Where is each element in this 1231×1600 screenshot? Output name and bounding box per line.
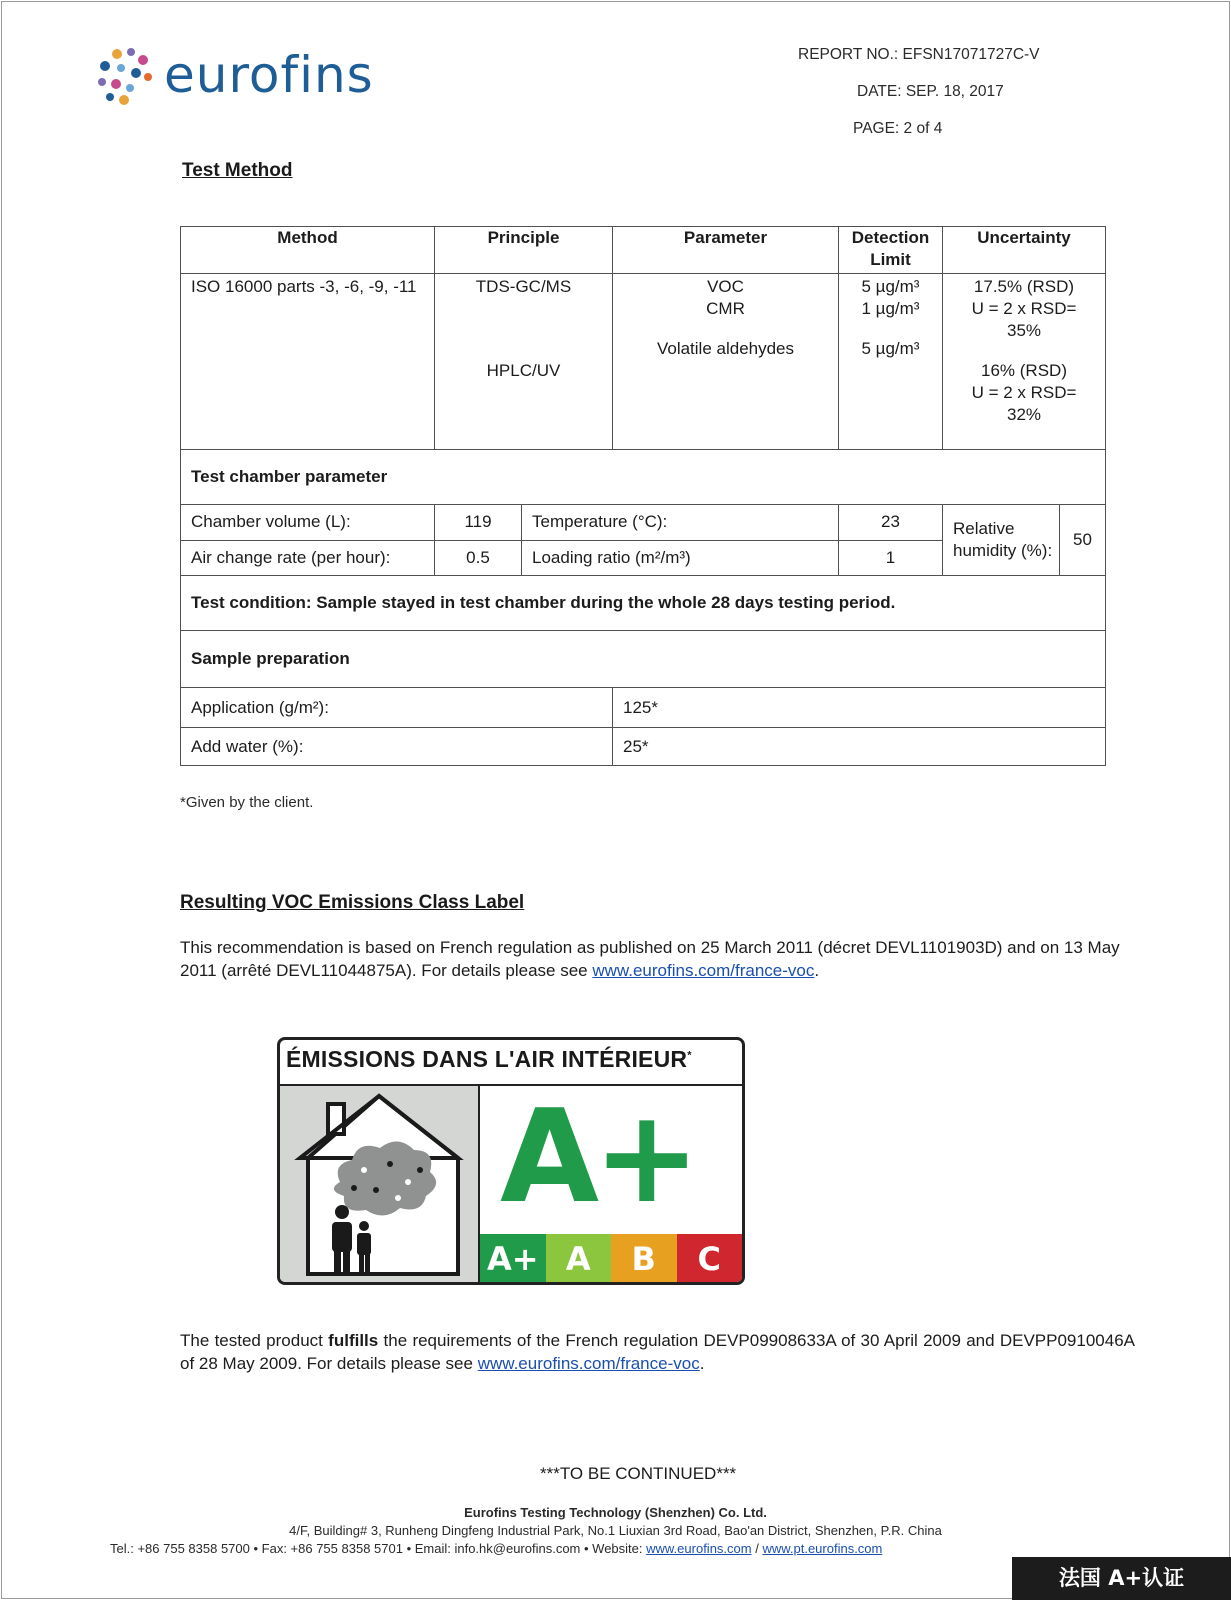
- footer-address: 4/F, Building# 3, Runheng Dingfeng Industrial Park, No.1 Liuxian 3rd Road, Bao'an District, Shenzhen, P.R. China: [289, 1523, 942, 1538]
- footer-contact: [110, 1541, 882, 1556]
- application-label: Application (g/m²):: [181, 688, 613, 728]
- water-label: Add water (%):: [181, 728, 613, 766]
- footer-contact-text: Tel.: +86 755 8358 5700 • Fax: +86 755 8358 5701 • Email: info.hk@eurofins.com • Website:: [110, 1541, 647, 1556]
- test-method-title: Test Method: [182, 160, 293, 181]
- fulfills-text-b: the requirements of the French regulation DEVP09908633A of 30 April 2009 and DEVPP0910046A of 28 May 2009. For details please see: [180, 1331, 1135, 1373]
- fulfills-bold: fulfills: [328, 1331, 379, 1350]
- scale-a: A: [546, 1234, 612, 1284]
- test-condition: Test condition: Sample stayed in test chamber during the whole 28 days testing period.: [181, 576, 1106, 631]
- prep-title-row: [181, 631, 1106, 688]
- humidity-cell: [943, 505, 1106, 576]
- chamber-volume-label: Chamber volume (L):: [181, 505, 435, 541]
- col-uncertainty: Uncertainty: [943, 227, 1106, 274]
- voc-label-asterisk: *: [687, 1049, 692, 1062]
- method-cell: ISO 16000 parts -3, -6, -9, -11: [181, 274, 435, 450]
- regulation-text-end: .: [814, 961, 820, 980]
- eurofins-logo: [94, 44, 374, 106]
- limit-aldehydes: 5 µg/m³: [861, 339, 920, 358]
- table-row: [181, 274, 1106, 450]
- regulation-text: This recommendation is based on French regulation as published on 25 March 2011 (décret DEVL1101903D) and on 13 May 2011 (arrêté DEVL11044875A). For details please see: [180, 938, 1120, 980]
- footer-company: Eurofins Testing Technology (Shenzhen) Co. Ltd.: [464, 1505, 767, 1520]
- application-value: 125*: [613, 688, 1106, 728]
- grade-panel: [480, 1084, 742, 1284]
- col-detection-limit: [839, 227, 943, 274]
- footnote: *Given by the client.: [180, 794, 314, 811]
- col-method: Method: [181, 227, 435, 274]
- limit-voc: 5 µg/m³: [861, 277, 920, 296]
- to-be-continued: ***TO BE CONTINUED***: [540, 1464, 737, 1483]
- voc-section-title: Resulting VOC Emissions Class Label: [180, 892, 525, 913]
- france-voc-link-2[interactable]: www.eurofins.com/france-voc: [477, 1354, 700, 1373]
- france-voc-link-1[interactable]: www.eurofins.com/france-voc: [592, 961, 815, 980]
- col-principle: Principle: [435, 227, 613, 274]
- fulfills-text-end: .: [699, 1354, 705, 1373]
- water-row: [181, 728, 1106, 766]
- footer-link-pt-eurofins[interactable]: www.pt.eurofins.com: [762, 1541, 883, 1556]
- scale-b: B: [611, 1234, 677, 1284]
- parameter-cmr: CMR: [706, 299, 745, 318]
- uncertainty-2a: 16% (RSD): [981, 361, 1067, 380]
- humidity-value: 50: [1073, 530, 1092, 549]
- loading-label: Loading ratio (m²/m³): [522, 540, 839, 576]
- principle-cell: [435, 274, 613, 450]
- col-parameter: Parameter: [613, 227, 839, 274]
- air-change-value: 0.5: [435, 540, 522, 576]
- date-label: DATE:: [857, 83, 902, 100]
- temperature-value: 23: [839, 505, 943, 541]
- date-value: SEP. 18, 2017: [905, 83, 1004, 100]
- uncertainty-2b: U = 2 x RSD=: [971, 383, 1077, 402]
- application-row: [181, 688, 1106, 728]
- principle-1: TDS-GC/MS: [475, 277, 572, 296]
- water-value: 25*: [613, 728, 1106, 766]
- chamber-title: Test chamber parameter: [181, 450, 1106, 505]
- uncertainty-1b: U = 2 x RSD=: [971, 299, 1077, 318]
- footer-link-eurofins[interactable]: www.eurofins.com: [646, 1541, 752, 1556]
- fulfills-text-a: The tested product: [180, 1331, 329, 1350]
- loading-value: 1: [839, 540, 943, 576]
- report-no: [798, 46, 1040, 64]
- chamber-volume-value: 119: [435, 505, 522, 541]
- uncertainty-cell: [943, 274, 1106, 450]
- chamber-row-1: [181, 505, 1106, 541]
- scale-a-plus: A+: [480, 1234, 546, 1284]
- house-panel: [280, 1084, 480, 1284]
- detection-limit-header: Detection Limit: [851, 228, 930, 269]
- humidity-label: Relative humidity (%):: [943, 505, 1060, 575]
- report-no-value: EFSN17071727C-V: [902, 46, 1040, 63]
- voc-label-title-text: ÉMISSIONS DANS L'AIR INTÉRIEUR: [286, 1046, 688, 1072]
- limit-cmr: 1 µg/m³: [861, 299, 920, 318]
- sample-prep-title: Sample preparation: [181, 631, 1106, 688]
- uncertainty-1a: 17.5% (RSD): [973, 277, 1075, 296]
- parameter-voc: VOC: [707, 277, 744, 296]
- temperature-label: Temperature (°C):: [522, 505, 839, 541]
- condition-row: [181, 576, 1106, 631]
- regulation-paragraph: [180, 936, 1125, 982]
- report-date: [857, 83, 1004, 101]
- fulfills-paragraph: [180, 1329, 1135, 1375]
- report-no-label: REPORT NO.:: [798, 46, 899, 63]
- big-grade: A+: [500, 1083, 695, 1232]
- house-with-family-icon: [280, 1086, 478, 1284]
- page-value: 2 of 4: [903, 120, 943, 137]
- voc-label-title: [286, 1046, 692, 1073]
- eurofins-dots-icon: [94, 44, 156, 106]
- chamber-title-row: [181, 450, 1106, 505]
- logo-text: eurofins: [164, 46, 374, 104]
- report-page: [853, 120, 942, 138]
- air-change-label: Air change rate (per hour):: [181, 540, 435, 576]
- grade-scale: [480, 1234, 742, 1284]
- detection-limit-cell: [839, 274, 943, 450]
- uncertainty-1c: 35%: [1006, 321, 1042, 340]
- certification-badge: 法国 A+认证: [1012, 1557, 1231, 1600]
- scale-c: C: [677, 1234, 743, 1284]
- test-method-table: [180, 226, 1106, 766]
- page-label: PAGE:: [853, 120, 900, 137]
- table-header-row: [181, 227, 1106, 274]
- principle-2: HPLC/UV: [486, 361, 561, 380]
- parameter-cell: [613, 274, 839, 450]
- uncertainty-2c: 32%: [1006, 405, 1042, 424]
- parameter-aldehydes: Volatile aldehydes: [656, 339, 795, 358]
- voc-emissions-label: [277, 1037, 745, 1285]
- footer-separator: /: [751, 1541, 763, 1556]
